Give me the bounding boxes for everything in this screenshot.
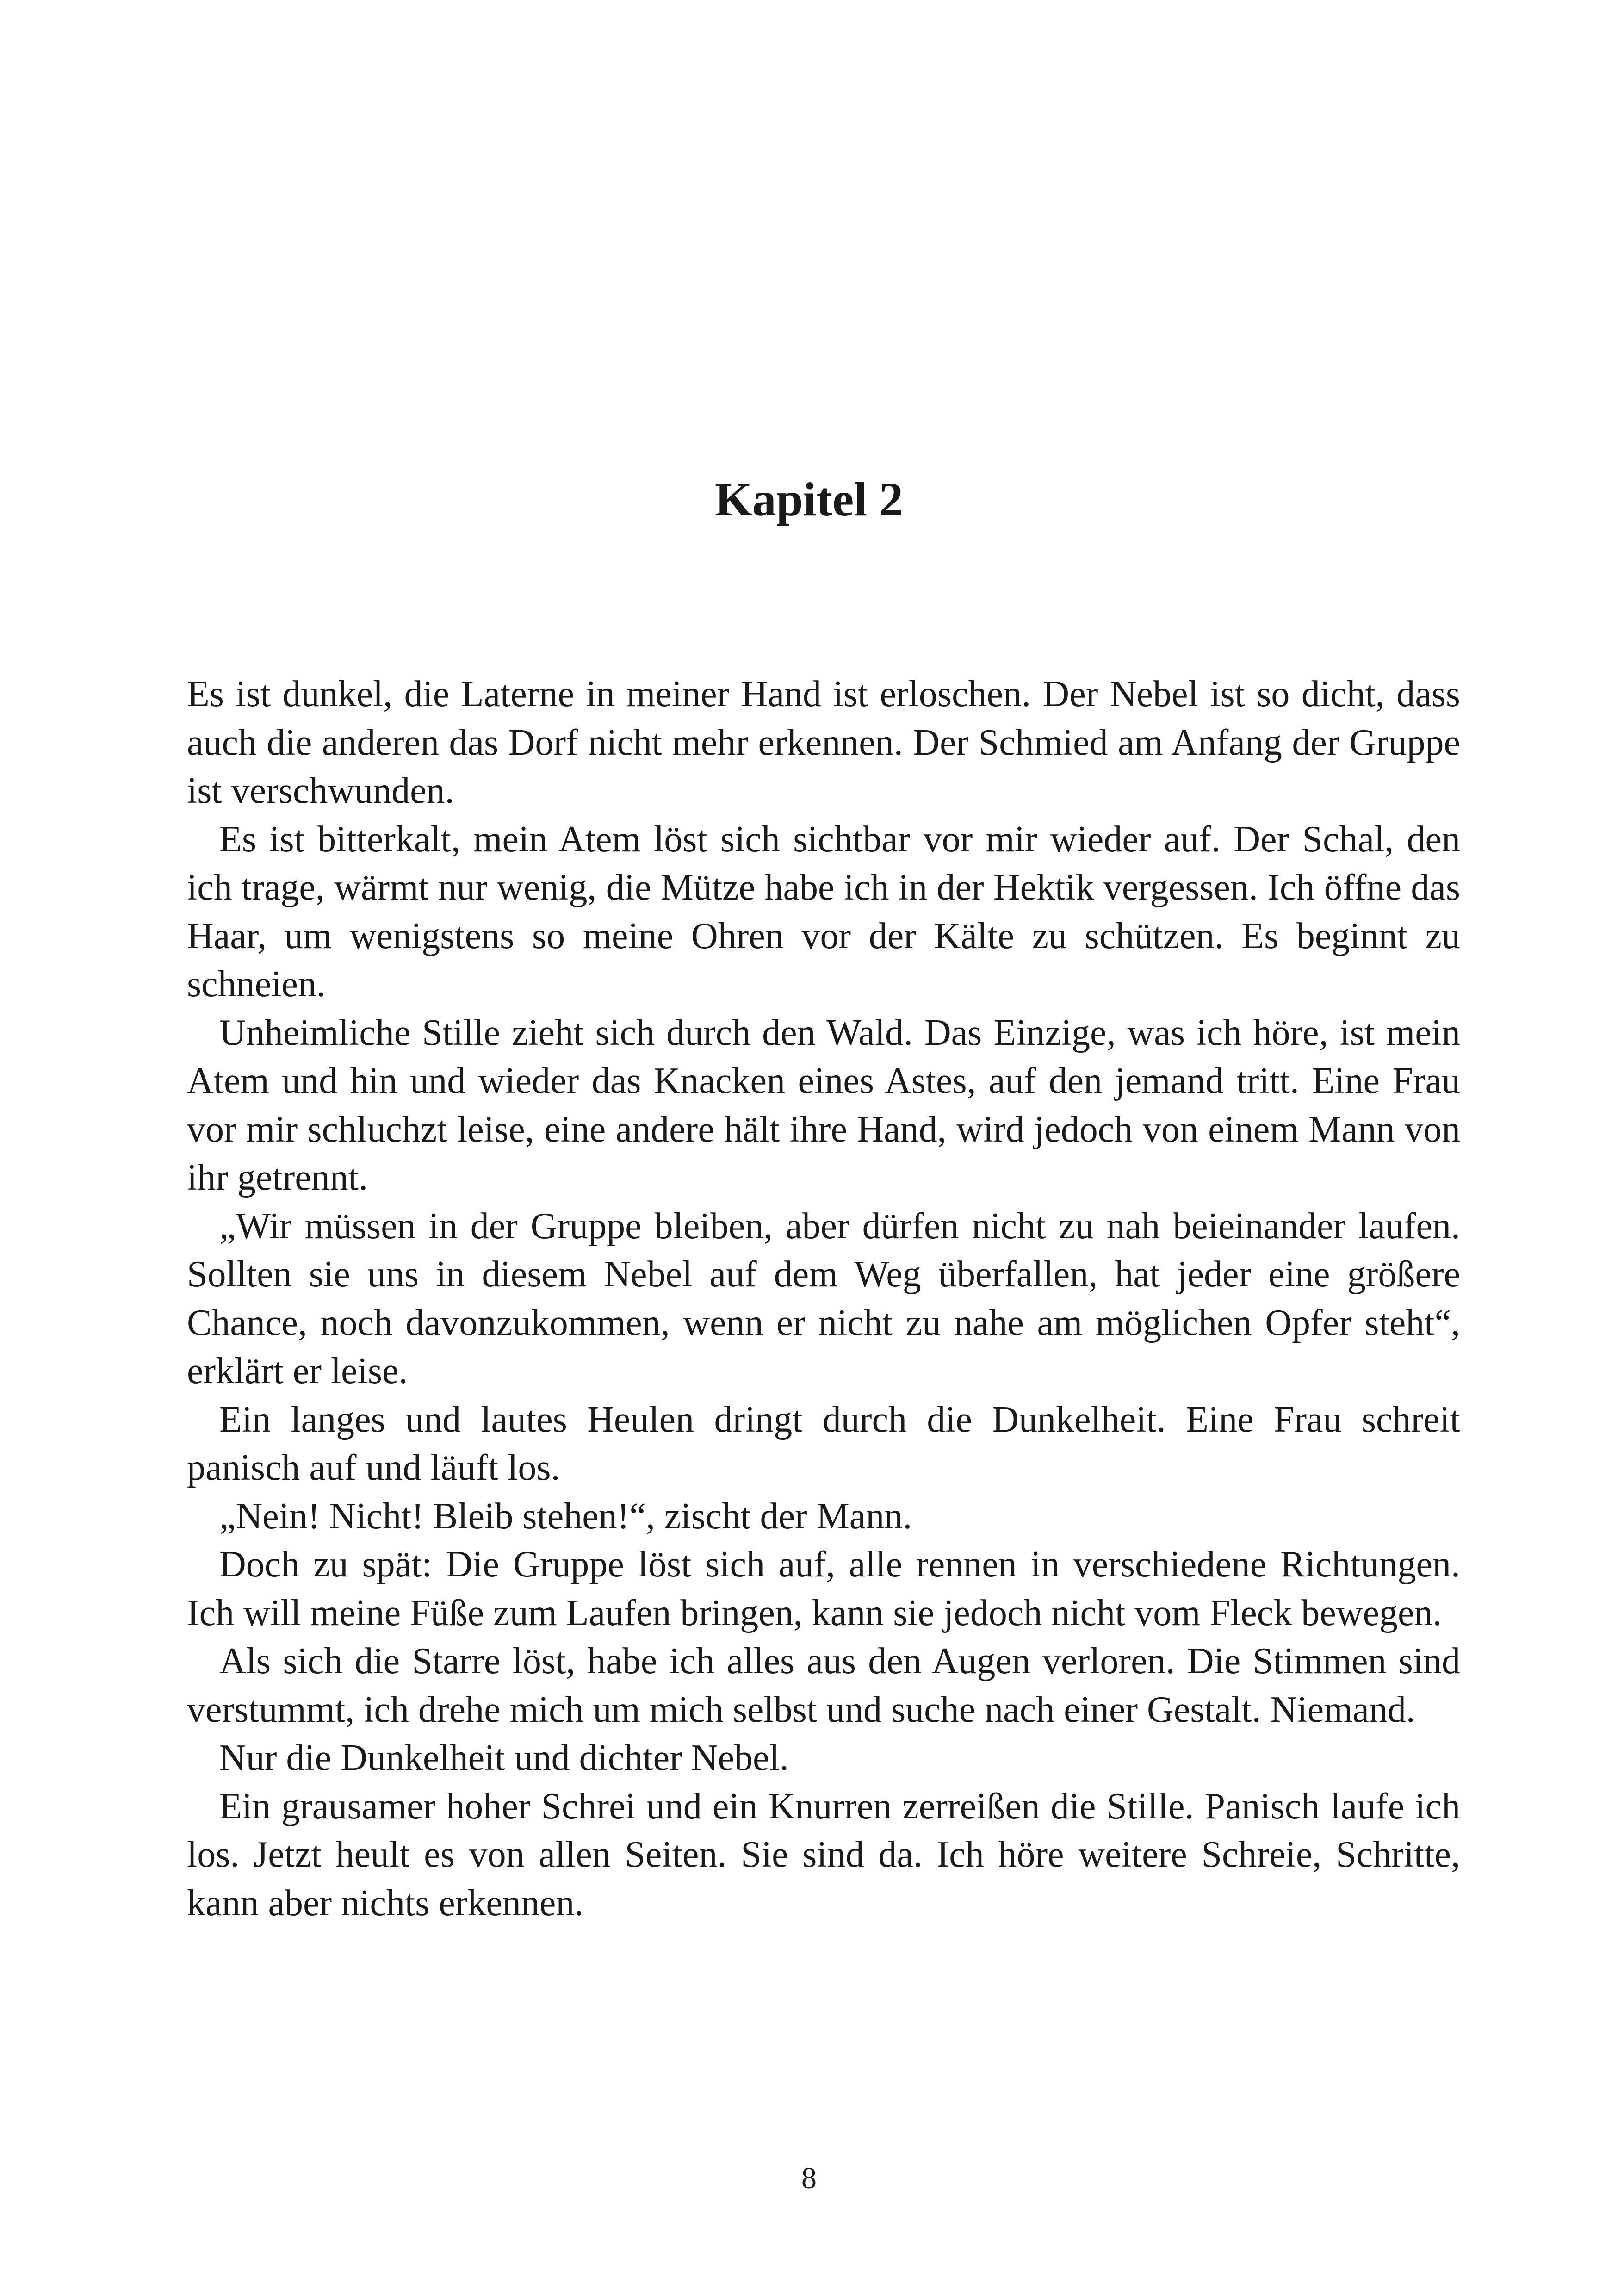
paragraph: Nur die Dunkelheit und dichter Nebel.	[219, 1738, 789, 1778]
paragraph: Doch zu spät: Die Gruppe löst sich auf, alle rennen in verschiedene Richtungen. Ich will meine Füße zum Laufen bringen, kann sie jedoch nicht vom Fleck bewegen.	[187, 1544, 1460, 1633]
paragraph: Unheimliche Stille zieht sich durch den Wald. Das Einzige, was ich höre, ist mein Atem und hin und wieder das Knacken eines Astes, auf den jemand tritt. Eine Frau vor mir schluchzt leise, eine andere hält ihre Hand, wird jedoch von einem Mann von ihr getrennt.	[187, 1012, 1460, 1198]
paragraph: Ein langes und lautes Heulen dringt durch die Dunkelheit. Eine Frau schreit panisch auf und läuft los.	[187, 1399, 1460, 1488]
paragraph: Es ist bitterkalt, mein Atem löst sich sichtbar vor mir wieder auf. Der Schal, den ich trage, wärmt nur wenig, die Mütze habe ich in der Hektik vergessen. Ich öffne das Haar, um wenigstens so meine Ohren vor der Kälte zu schützen. Es beginnt zu schneien.	[187, 819, 1460, 1005]
paragraph: „Nein! Nicht! Bleib stehen!“, zischt der Mann.	[219, 1496, 912, 1537]
paragraph: Ein grausamer hoher Schrei und ein Knurren zerreißen die Stille. Panisch laufe ich los. Jetzt heult es von allen Seiten. Sie sind da. Ich höre weitere Schreie, Schritte, kann aber nichts erkennen.	[187, 1786, 1460, 1924]
paragraph: „Wir müssen in der Gruppe bleiben, aber dürfen nicht zu nah beieinander laufen. Sollten sie uns in diesem Nebel auf dem Weg überfallen, hat jeder eine größere Chance, noch davonzukommen, wenn er nicht zu nahe am möglichen Opfer steht“, erklärt er leise.	[187, 1205, 1460, 1391]
chapter-body	[187, 670, 1460, 1927]
page-number: 8	[801, 2161, 817, 2195]
paragraph: Es ist dunkel, die Laterne in meiner Hand ist erloschen. Der Nebel ist so dicht, dass auch die anderen das Dorf nicht mehr erkennen. Der Schmied am Anfang der Gruppe ist verschwunden.	[187, 674, 1460, 811]
chapter-title: Kapitel 2	[714, 473, 904, 526]
paragraph: Als sich die Starre löst, habe ich alles aus den Augen verloren. Die Stimmen sind verstummt, ich drehe mich um mich selbst und suche nach einer Gestalt. Niemand.	[187, 1641, 1460, 1730]
